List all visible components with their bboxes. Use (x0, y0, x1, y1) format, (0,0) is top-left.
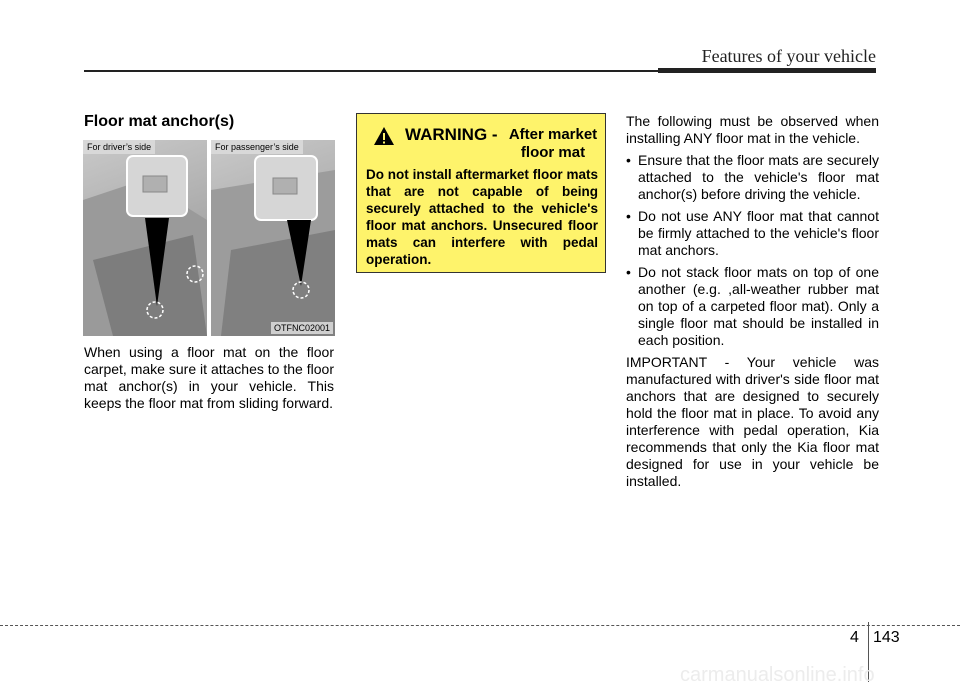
driver-side-illustration (83, 140, 207, 336)
warning-body: Do not install aftermarket floor mats that are not capable of being securely attached to the vehicle's floor mat anchors. Unsecured floor mats can interfere with pedal operation. (366, 167, 598, 267)
important-paragraph: IMPORTANT - Your vehicle was manufactured with driver's side floor mat anchors that are designed to securely hold the floor mat in place. To avoid any interference with pedal operation, Kia recommends that only the Kia floor mat designed for use in your vehicle be installed. (626, 354, 879, 489)
warning-box (356, 113, 606, 273)
right-column (626, 113, 879, 495)
driver-side-photo (83, 140, 207, 336)
page-number: 143 (873, 629, 900, 646)
list-item: • Do not use ANY floor mat that cannot be firmly attached to the vehicle's floor mat anchors. (626, 208, 879, 258)
warning-triangle-icon (373, 126, 395, 146)
list-item: • Ensure that the floor mats are securely attached to the vehicle's floor mat anchor(s) before driving the vehicle. (626, 152, 879, 202)
floor-mat-anchor-figure (83, 140, 335, 336)
section-title: Floor mat anchor(s) (84, 113, 235, 130)
footer-rule (0, 625, 960, 626)
warning-subject: After market floor mat (508, 126, 598, 161)
intro-paragraph: When using a floor mat on the floor carpet, make sure it attaches to the floor mat anchor(s) in your vehicle. This keeps the floor mat from sliding forward. (84, 344, 334, 411)
warning-label: WARNING - (405, 125, 498, 144)
header-rule-accent (658, 68, 876, 73)
running-header: Features of your vehicle (701, 46, 876, 66)
driver-side-label: For driver’s side (83, 140, 155, 154)
passenger-side-illustration (211, 140, 335, 336)
passenger-side-label: For passenger’s side (211, 140, 303, 154)
list-item-text: Do not use ANY floor mat that cannot be firmly attached to the vehicle's floor mat anchors. (638, 208, 879, 258)
list-item-text: Do not stack floor mats on top of one another (e.g. ,all-weather rubber mat on top of a carpeted floor mat). Only a single floor mat should be installed in each position. (638, 264, 879, 348)
list-item-text: Ensure that the floor mats are securely attached to the vehicle's floor mat anchor(s) before driving the vehicle. (638, 152, 879, 202)
requirements-intro: The following must be observed when installing ANY floor mat in the vehicle. (626, 113, 879, 146)
passenger-side-photo (211, 140, 335, 336)
chapter-number: 4 (850, 629, 859, 646)
figure-code: OTFNC02001 (271, 322, 333, 334)
watermark: carmanualsonline.info (680, 664, 875, 686)
list-item: • Do not stack floor mats on top of one another (e.g. ,all-weather rubber mat on top of a carpeted floor mat). Only a single floor mat should be installed in each position. (626, 264, 879, 348)
